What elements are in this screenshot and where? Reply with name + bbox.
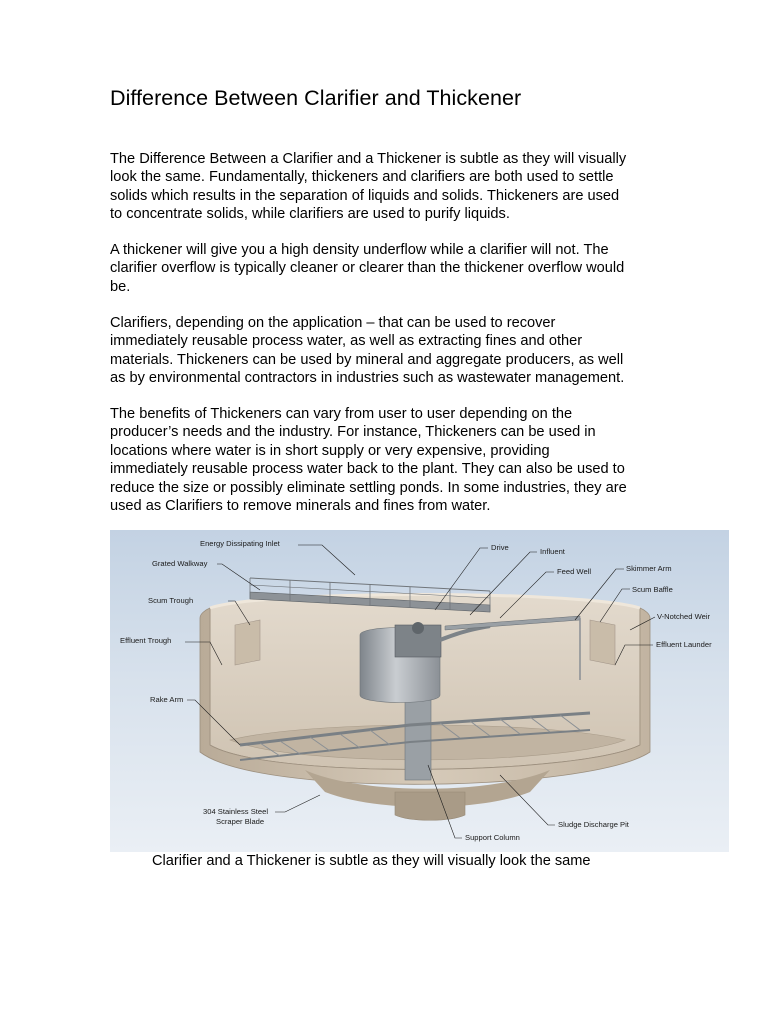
label-effluent-launder: Effluent Launder	[656, 640, 712, 649]
label-scraper-blade-line2: Scraper Blade	[216, 817, 265, 826]
page-title: Difference Between Clarifier and Thickener	[110, 86, 522, 110]
label-v-notched-weir: V-Notched Weir	[657, 612, 711, 621]
label-scum-baffle: Scum Baffle	[632, 585, 673, 594]
label-rake-arm: Rake Arm	[150, 695, 184, 704]
label-drive: Drive	[491, 543, 509, 552]
label-support-column: Support Column	[465, 833, 520, 842]
label-feed-well: Feed Well	[557, 567, 592, 576]
label-scum-trough: Scum Trough	[148, 596, 194, 605]
label-skimmer-arm: Skimmer Arm	[626, 564, 672, 573]
paragraph-3: Clarifiers, depending on the application – that can be used to recover immediately reusable process water, as well as extracting fines and other materials. Thickeners can be used by mineral and aggregate producers, as well as by environmental contractors in industries such as wastewater management.	[110, 315, 625, 387]
label-energy-dissipating-inlet: Energy Dissipating Inlet	[200, 539, 280, 548]
paragraph-1: The Difference Between a Clarifier and a Thickener is subtle as they will visually look the same. Fundamentally, thickeners and clarifiers are both used to settle solids which results in the separation of liquids and solids. Thickeners are used to concentrate solids, while clarifiers are used to purify liquids.	[110, 151, 627, 223]
label-grated-walkway: Grated Walkway	[152, 559, 208, 568]
figure-caption: Clarifier and a Thickener is subtle as they will visually look the same	[152, 853, 591, 869]
paragraph-2: A thickener will give you a high density underflow while a clarifier will not. The clarifier overflow is typically cleaner or clearer than the thickener overflow would be.	[110, 242, 625, 295]
clarifier-thickener-diagram	[110, 530, 729, 852]
paragraph-4: The benefits of Thickeners can vary from user to user depending on the producer’s needs and the industry. For instance, Thickeners can be used in locations where water is in short supply or very expensive, providing immediately reusable process water back to the plant. They can also be used to reduce the size or possibly eliminate settling ponds. In some industries, they are used as Clarifiers to remove minerals and fines from water.	[110, 406, 627, 515]
diagram-illustration	[110, 530, 729, 852]
label-scraper-blade-line1: 304 Stainless Steel	[203, 807, 269, 816]
label-sludge-discharge-pit: Sludge Discharge Pit	[558, 820, 629, 829]
label-influent: Influent	[540, 547, 565, 556]
label-effluent-trough: Effluent Trough	[120, 636, 172, 645]
